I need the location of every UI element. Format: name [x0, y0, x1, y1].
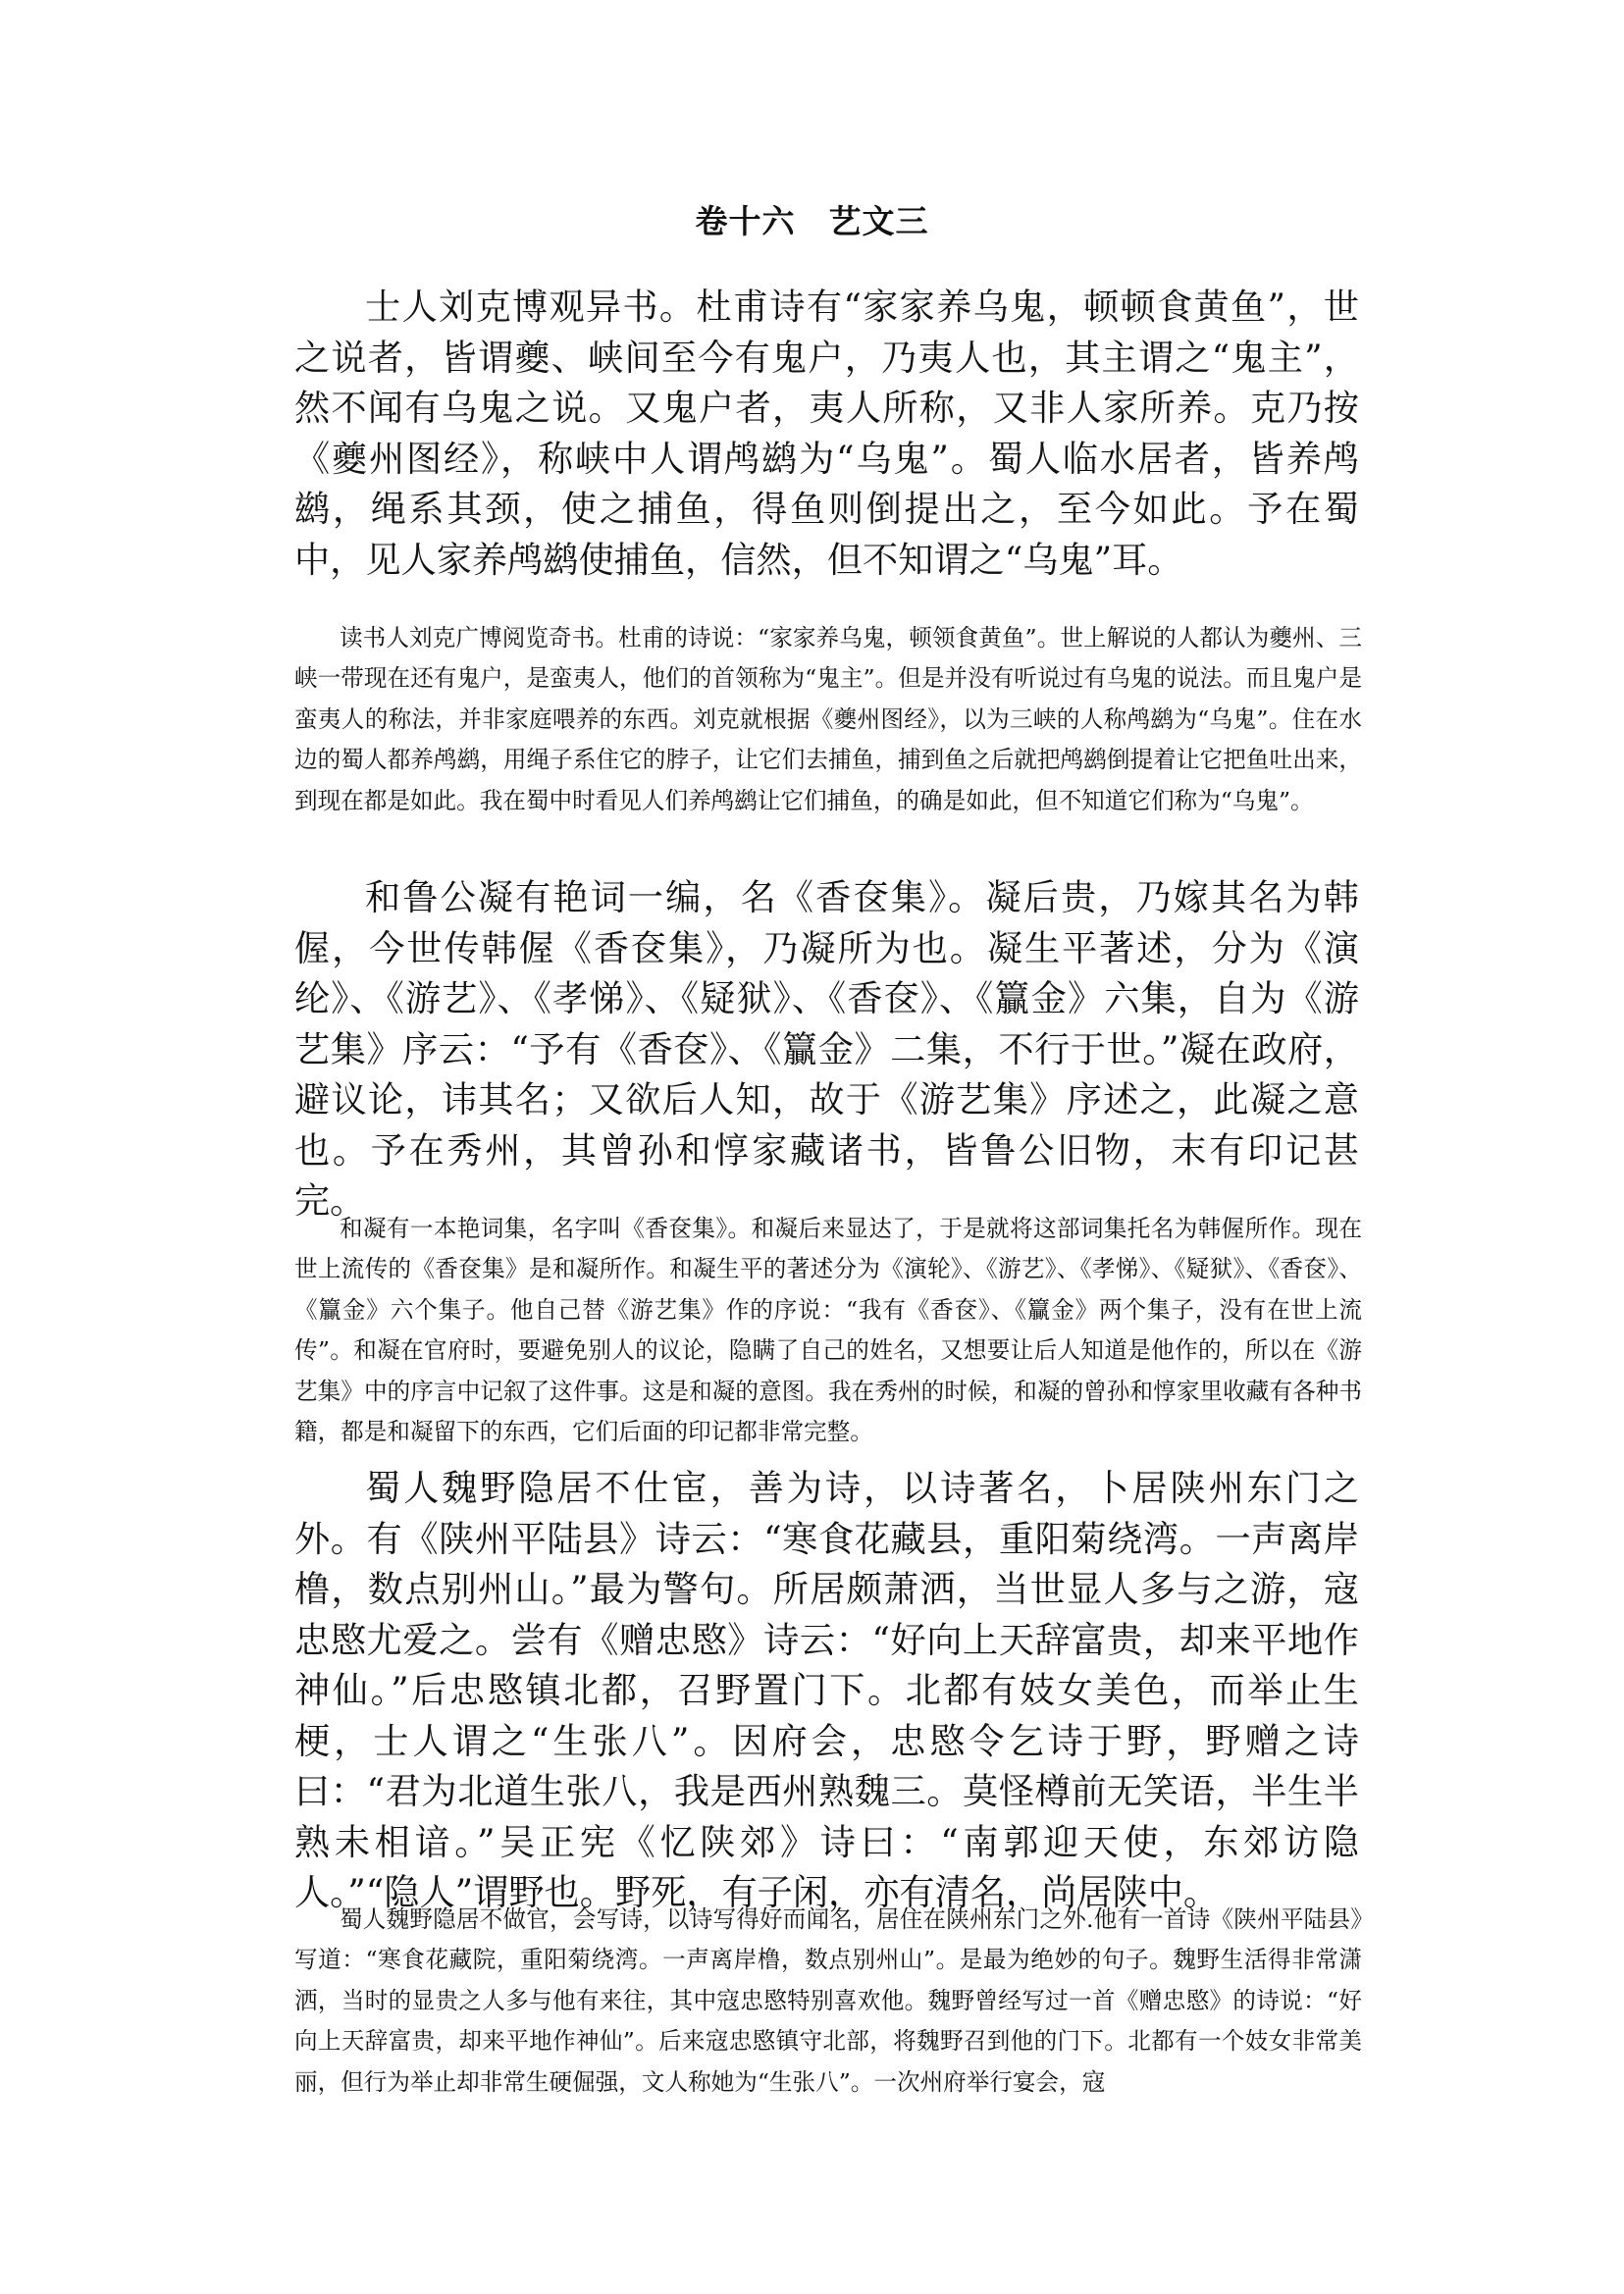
translation-paragraph: 读书人刘克广博阅览奇书。杜甫的诗说：“家家养乌鬼，顿领食黄鱼”。世上解说的人都认为夔州、三峡一带现在还有鬼户，是蛮夷人，他们的首领称为“鬼主”。但是并没有听说过有乌鬼的说法。而且鬼户是蛮夷人的称法，并非家庭喂养的东西。刘克就根据《夔州图经》，以为三峡的人称鸬鹚为“乌鬼”。住在水边的蜀人都养鸬鹚，用绳子系住它的脖子，让它们去捕鱼，捕到鱼之后就把鸬鹚倒提着让它把鱼吐出来，到现在都是如此。我在蜀中时看见人们养鸬鹚让它们捕鱼，的确是如此，但不知道它们称为“乌鬼”。 — [294, 624, 1362, 814]
translation-paragraph: 蜀人魏野隐居不做官，会写诗，以诗写得好而闻名，居住在陕州东门之外.他有一首诗《陕州平陆县》写道：“寒食花藏院，重阳菊绕湾。一声离岸橹，数点别州山”。是最为绝妙的句子。魏野生活得非常潇洒，当时的显贵之人多与他有来往，其中寇忠愍特别喜欢他。魏野曾经写过一首《赠忠愍》的诗说：“好向上天辞富贵，却来平地作神仙”。后来寇忠愍镇守北部，将魏野召到他的门下。北都有一个妓女非常美丽，但行为举止却非常生硬倔强，文人称她为“生张八”。一次州府举行宴会，寇 — [294, 1905, 1362, 2096]
original-text-paragraph: 和鲁公凝有艳词一编，名《香奁集》。凝后贵，乃嫁其名为韩偓，今世传韩偓《香奁集》，乃凝所为也。凝生平著述，分为《演纶》、《游艺》、《孝悌》、《疑狱》、《香奁》、《籯金》六集，自为《游艺集》序云：“予有《香奁》、《籯金》二集，不行于世。”凝在政府，避议论，讳其名；又欲后人知，故于《游艺集》序述之，此凝之意也。予在秀州，其曾孙和惇家藏诸书，皆鲁公旧物，末有印记甚完。 — [294, 876, 1359, 1222]
page-title: 卷十六 艺文三 — [695, 202, 929, 240]
original-text-paragraph: 士人刘克博观异书。杜甫诗有“家家养乌鬼，顿顿食黄鱼”，世之说者，皆谓夔、峡间至今有鬼户，乃夷人也，其主谓之“鬼主”，然不闻有乌鬼之说。又鬼户者，夷人所称，又非人家所养。克乃按《夔州图经》，称峡中人谓鸬鹚为“乌鬼”。蜀人临水居者，皆养鸬鹚，绳系其颈，使之捕鱼，得鱼则倒提出之，至今如此。予在蜀中，见人家养鸬鹚使捕鱼，信然，但不知谓之“乌鬼”耳。 — [294, 286, 1359, 581]
original-text-paragraph: 蜀人魏野隐居不仕宦，善为诗，以诗著名，卜居陕州东门之外。有《陕州平陆县》诗云：“寒食花藏县，重阳菊绕湾。一声离岸橹，数点别州山。”最为警句。所居颇萧洒，当世显人多与之游，寇忠愍尤爱之。尝有《赠忠愍》诗云：“好向上天辞富贵，却来平地作神仙。”后忠愍镇北都，召野置门下。北都有妓女美色，而举止生梗，士人谓之“生张八”。因府会，忠愍令乞诗于野，野赠之诗曰：“君为北道生张八，我是西州熟魏三。莫怪樽前无笑语，半生半熟未相谙。”吴正宪《忆陕郊》诗曰：“南郭迎天使，东郊访隐人。”“隐人”谓野也。野死，有子闲，亦有清名，尚居陕中。 — [294, 1467, 1359, 1913]
translation-paragraph: 和凝有一本艳词集，名字叫《香奁集》。和凝后来显达了，于是就将这部词集托名为韩偓所作。现在世上流传的《香奁集》是和凝所作。和凝生平的著述分为《演轮》、《游艺》、《孝悌》、《疑狱》、《香奁》、《籯金》六个集子。他自己替《游艺集》作的序说：“我有《香奁》、《籯金》两个集子，没有在世上流传”。和凝在官府时，要避免别人的议论，隐瞒了自己的姓名，又想要让后人知道是他作的，所以在《游艺集》中的序言中记叙了这件事。这是和凝的意图。我在秀州的时候，和凝的曾孙和惇家里收藏有各种书籍，都是和凝留下的东西，它们后面的印记都非常完整。 — [294, 1215, 1362, 1446]
